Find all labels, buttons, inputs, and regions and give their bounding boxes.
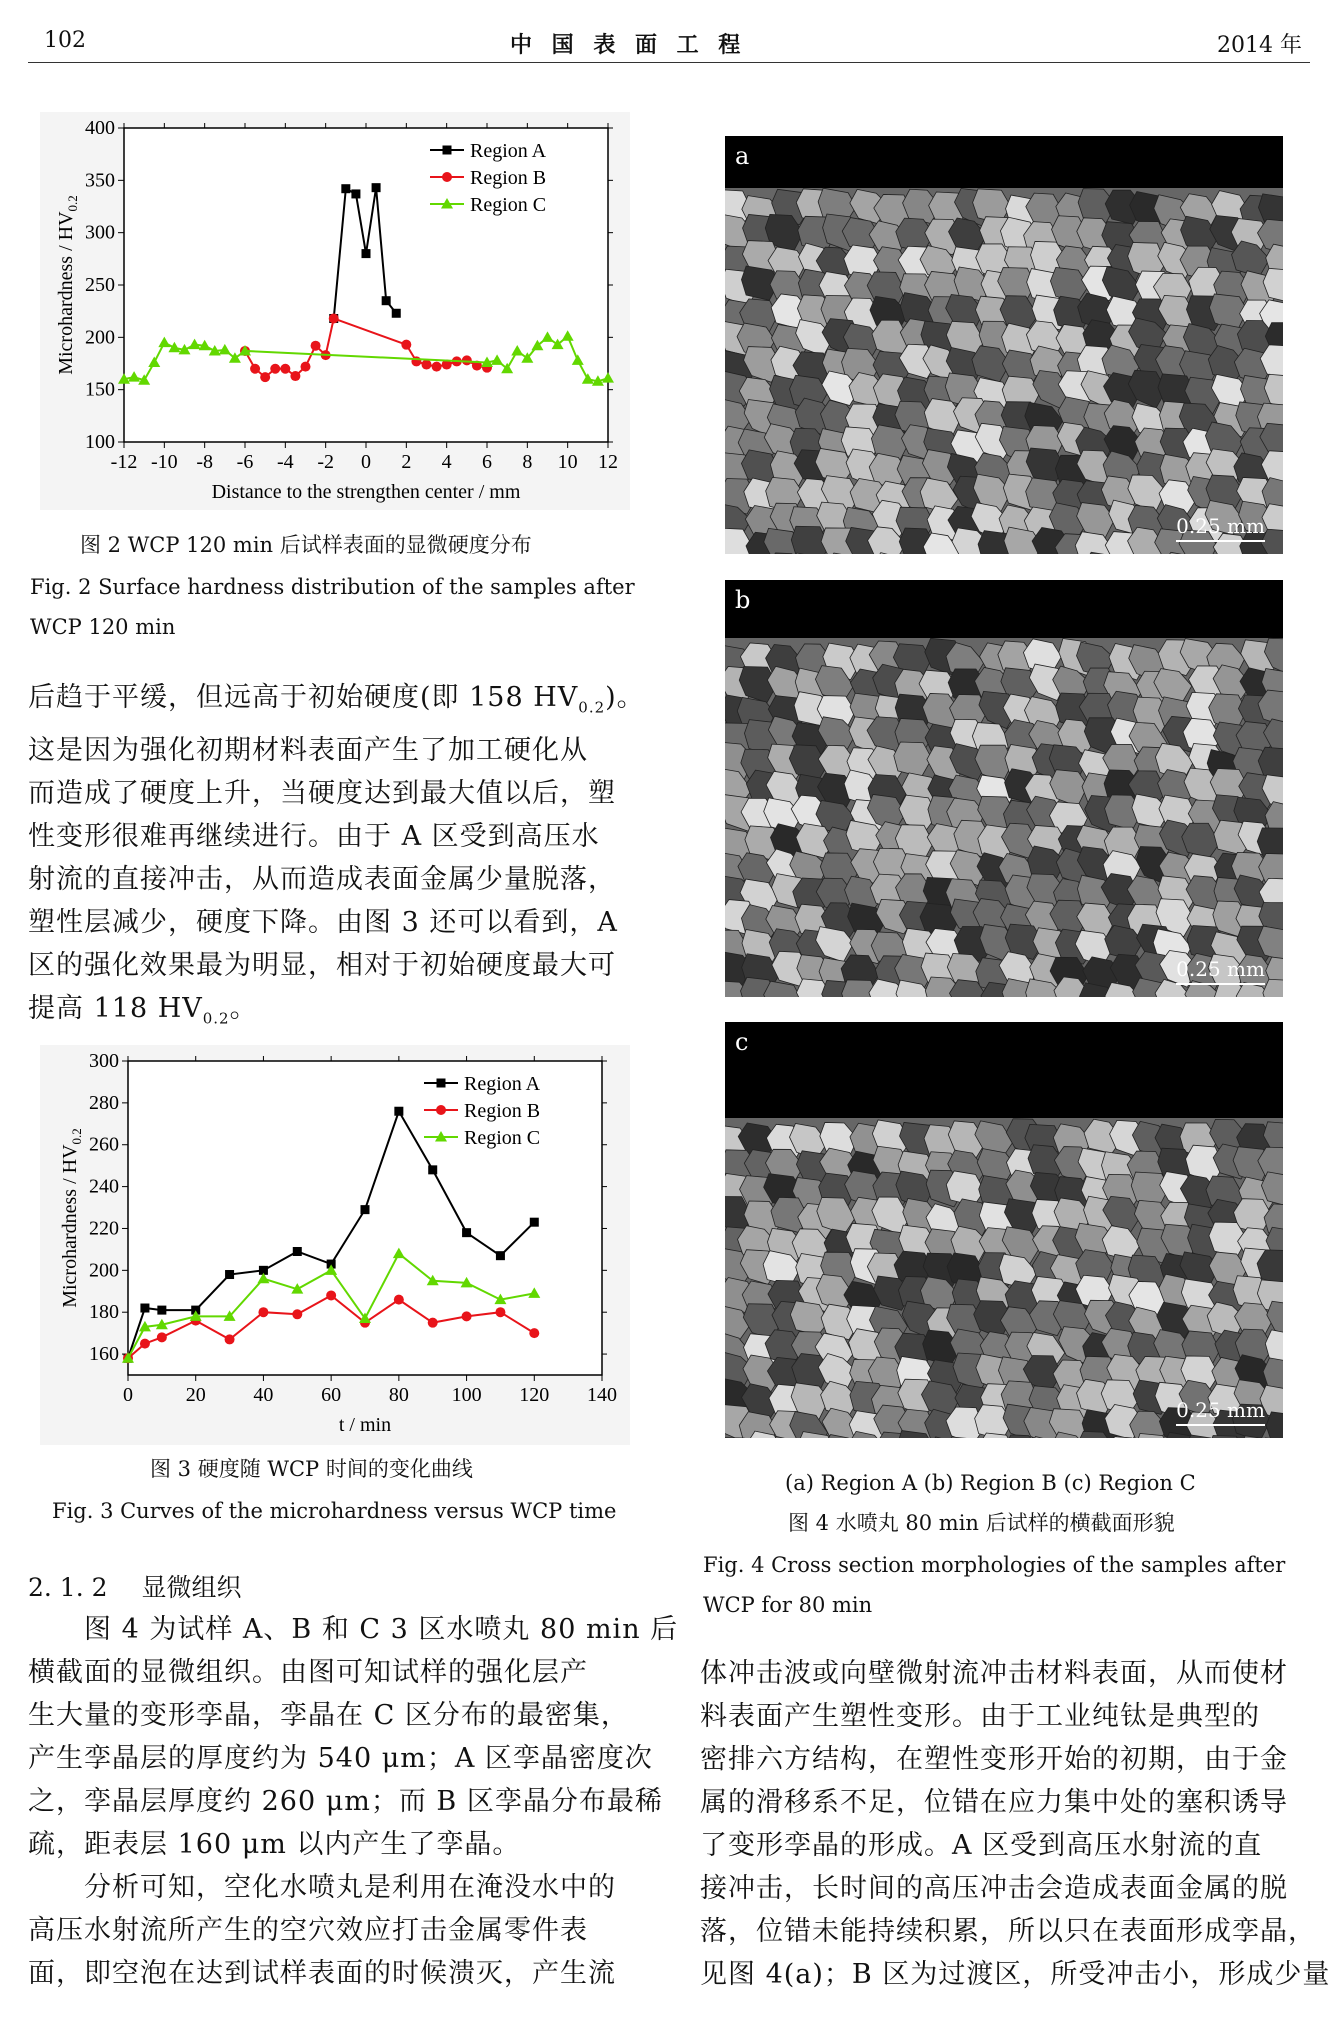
data-point: [225, 1270, 234, 1279]
data-point: [351, 189, 360, 198]
scale-line: [1176, 540, 1265, 542]
text-line: 图 4 为试样 A、B 和 C 3 区水喷丸 80 min 后: [84, 1614, 679, 1645]
micrograph-a-image: [725, 136, 1283, 554]
x-tick-label: 60: [321, 1384, 342, 1406]
x-tick-label: -6: [236, 451, 254, 473]
legend-marker: [442, 172, 452, 182]
y-tick-label: 150: [85, 378, 115, 401]
micrograph-a: [725, 136, 1283, 554]
x-tick-label: -8: [196, 451, 214, 473]
data-point: [280, 364, 290, 374]
y-tick-label: 100: [85, 431, 115, 453]
scale-line: [1176, 1424, 1265, 1426]
data-point: [225, 1334, 235, 1344]
data-point: [250, 364, 260, 374]
x-tick-label: 100: [451, 1384, 482, 1406]
y-tick-label: 240: [89, 1175, 119, 1198]
text-line: 塑性层减少，硬度下降。由图 3 还可以看到，A: [28, 907, 618, 939]
data-point: [270, 364, 280, 374]
scale-bar-c: [1176, 1398, 1265, 1426]
text-line: 性变形很难再继续进行。由于 A 区受到高压水: [28, 821, 600, 853]
x-tick-label: 10: [557, 451, 578, 473]
legend-label: Region A: [464, 1073, 541, 1095]
y-tick-label: 220: [89, 1217, 119, 1240]
data-point: [530, 1218, 539, 1227]
y-tick-label: 350: [85, 169, 115, 192]
fig3-caption-en: Fig. 3 Curves of the microhardness versus WCP time: [52, 1499, 617, 1523]
x-tick-label: 80: [388, 1384, 409, 1406]
legend-label: Region B: [464, 1100, 541, 1122]
x-tick-label: 0: [123, 1384, 133, 1406]
scale-line: [1176, 983, 1265, 985]
y-tick-label: 400: [85, 117, 115, 139]
text-line-end: 。: [229, 993, 258, 1025]
y-tick-label: 280: [89, 1091, 119, 1114]
fig2-caption-en-2: WCP 120 min: [30, 615, 176, 639]
text-line: 区的强化效果最为明显，相对于初始硬度最大可: [28, 950, 616, 982]
data-point: [462, 1228, 471, 1237]
data-point: [428, 1318, 438, 1328]
x-tick-label: 8: [522, 451, 533, 473]
journal-title: 中 国 表 面 工 程: [510, 32, 747, 58]
data-point: [428, 1165, 437, 1174]
y-tick-label: 250: [85, 274, 115, 296]
data-point: [394, 1295, 404, 1305]
x-tick-label: 140: [587, 1384, 617, 1406]
y-tick-label: 300: [89, 1050, 119, 1072]
fig2-chart: [40, 112, 630, 510]
text-line: 高压水射流所产生的空穴效应打击金属零件表: [28, 1915, 588, 1946]
data-point: [382, 296, 391, 305]
fig3-svg: [40, 1045, 630, 1445]
legend-label: Region B: [470, 167, 547, 189]
y-axis-label: Microhardness / $HV_{0.2}$: [55, 195, 80, 375]
header-rule: [28, 62, 1310, 63]
text-line: 见图 4(a)；B 区为过渡区，所受冲击小，形成少量: [700, 1959, 1330, 1990]
panel-label-b: b: [735, 586, 751, 614]
data-point: [258, 1307, 268, 1317]
legend-marker: [437, 1079, 446, 1088]
x-tick-label: 40: [253, 1384, 274, 1406]
legend-marker: [436, 1105, 446, 1115]
scale-bar-b: [1176, 957, 1265, 985]
x-tick-label: 120: [519, 1384, 550, 1406]
y-tick-label: 300: [85, 221, 115, 244]
data-point: [495, 1307, 505, 1317]
fig4-caption-cn: 图 4 水喷丸 80 min 后试样的横截面形貌: [788, 1511, 1175, 1535]
data-point: [361, 1205, 370, 1214]
scale-label: 0.25 mm: [1176, 957, 1265, 981]
x-tick-label: -10: [150, 451, 178, 473]
y-axis-label: Microhardness / $HV_{0.2}$: [59, 1128, 84, 1308]
x-tick-label: 20: [185, 1384, 206, 1406]
y-axis-label-sub: 0.2: [65, 195, 80, 212]
text-line: 体冲击波或向壁微射流冲击材料表面，从而使材: [700, 1658, 1288, 1689]
scale-label: 0.25 mm: [1176, 1398, 1265, 1422]
x-tick-label: 12: [598, 451, 618, 473]
micrograph-c-image: [725, 1022, 1283, 1438]
left-paragraph-2: [28, 1608, 678, 1995]
fig4-caption-en-2: WCP for 80 min: [703, 1593, 873, 1617]
y-tick-label: 160: [89, 1343, 119, 1366]
page-number: 102: [44, 28, 86, 53]
micrograph-c: [725, 1022, 1283, 1438]
text-line: 而造成了硬度上升，当硬度达到最大值以后，塑: [28, 778, 616, 810]
y-tick-label: 180: [89, 1301, 119, 1324]
x-axis-label: Distance to the strengthen center / mm: [211, 481, 521, 503]
data-point: [422, 360, 432, 370]
text-line: 之，孪晶层厚度约 260 μm；而 B 区孪晶分布最稀: [28, 1786, 663, 1817]
data-point: [292, 1309, 302, 1319]
x-tick-label: -12: [110, 451, 138, 473]
scale-label: 0.25 mm: [1176, 514, 1265, 538]
x-tick-label: 6: [482, 451, 492, 473]
text-line-tail: )。: [605, 682, 645, 713]
data-point: [392, 309, 401, 318]
data-point: [293, 1247, 302, 1256]
y-tick-label: 200: [89, 1259, 119, 1282]
panel-label-a: a: [735, 142, 750, 170]
micrograph-b: [725, 580, 1283, 997]
fig3-chart: [40, 1045, 630, 1445]
x-axis-label: t / min: [338, 1414, 392, 1436]
scale-bar-a: [1176, 514, 1265, 542]
data-point: [140, 1304, 149, 1313]
legend-label: Region C: [464, 1127, 541, 1149]
fig2-svg: [40, 112, 630, 510]
fig3-caption-cn: 图 3 硬度随 WCP 时间的变化曲线: [150, 1457, 473, 1481]
fig2-caption-en: Fig. 2 Surface hardness distribution of the samples after: [30, 575, 635, 599]
text-line: 生大量的变形孪晶，孪晶在 C 区分布的最密集，: [28, 1700, 629, 1731]
text-line: 分析可知，空化水喷丸是利用在淹没水中的: [84, 1872, 616, 1903]
text-line: 提高 118 HV: [28, 993, 203, 1025]
data-point: [372, 183, 381, 192]
data-point: [260, 372, 270, 382]
data-point: [329, 313, 339, 323]
text-line: 接冲击，长时间的高压冲击会造成表面金属的脱: [700, 1873, 1288, 1904]
subscript: 0.2: [202, 1009, 230, 1028]
data-point: [290, 371, 300, 381]
y-axis-label-sub: 0.2: [69, 1128, 84, 1145]
text-line: 面，即空泡在达到试样表面的时候溃灭，产生流: [28, 1958, 616, 1989]
text-line: 属的滑移系不足，位错在应力集中处的塞积诱导: [700, 1787, 1288, 1818]
subscript: 0.2: [578, 698, 606, 717]
text-line: 后趋于平缓，但远高于初始硬度(即 158 HV: [28, 682, 579, 713]
text-line: 产生孪晶层的厚度约为 540 μm；A 区孪晶密度次: [28, 1743, 653, 1774]
text-line: 料表面产生塑性变形。由于工业纯钛是典型的: [700, 1701, 1260, 1732]
data-point: [157, 1306, 166, 1315]
section-title: 显微组织: [141, 1573, 242, 1602]
fig4-caption-en: Fig. 4 Cross section morphologies of the samples after: [703, 1553, 1286, 1577]
legend-marker: [443, 146, 452, 155]
data-point: [411, 356, 421, 366]
data-point: [311, 341, 321, 351]
text-line: 这是因为强化初期材料表面产生了加工硬化从: [28, 735, 588, 767]
section-heading: [28, 1568, 241, 1604]
year: 2014 年: [1217, 33, 1302, 58]
text-line: 横截面的显微组织。由图可知试样的强化层产: [28, 1657, 588, 1688]
x-tick-label: 0: [361, 451, 371, 473]
section-number: 2. 1. 2: [28, 1573, 108, 1602]
x-tick-label: -4: [276, 451, 294, 473]
panel-label-c: c: [735, 1028, 749, 1056]
data-point: [462, 1311, 472, 1321]
text-line: 落，位错未能持续积累，所以只在表面形成孪晶，: [700, 1916, 1316, 1947]
text-line: 了变形孪晶的形成。A 区受到高压水射流的直: [700, 1830, 1263, 1861]
data-point: [432, 362, 442, 372]
legend-label: Region A: [470, 140, 547, 162]
right-paragraph: [700, 1652, 1330, 1996]
y-tick-label: 200: [85, 326, 115, 349]
fig2-caption-cn: 图 2 WCP 120 min 后试样表面的显微硬度分布: [80, 533, 532, 557]
x-tick-label: -2: [317, 451, 335, 473]
data-point: [496, 1251, 505, 1260]
data-point: [401, 340, 411, 350]
data-point: [140, 1339, 150, 1349]
text-line: 射流的直接冲击，从而造成表面金属少量脱落，: [28, 864, 616, 896]
x-tick-label: 2: [401, 451, 412, 473]
micrograph-b-image: [725, 580, 1283, 997]
left-paragraph-1: [28, 676, 645, 1041]
data-point: [341, 184, 350, 193]
data-point: [394, 1107, 403, 1116]
data-point: [326, 1290, 336, 1300]
text-line: 密排六方结构，在塑性变形开始的初期，由于金: [700, 1744, 1288, 1775]
data-point: [362, 249, 371, 258]
data-point: [529, 1328, 539, 1338]
data-point: [157, 1332, 167, 1342]
fig4-subcaption: (a) Region A (b) Region B (c) Region C: [785, 1471, 1196, 1495]
x-tick-label: 4: [441, 451, 452, 473]
legend-label: Region C: [470, 194, 547, 216]
y-tick-label: 260: [89, 1133, 119, 1156]
data-point: [301, 362, 311, 372]
text-line: 疏，距表层 160 μm 以内产生了孪晶。: [28, 1829, 521, 1860]
